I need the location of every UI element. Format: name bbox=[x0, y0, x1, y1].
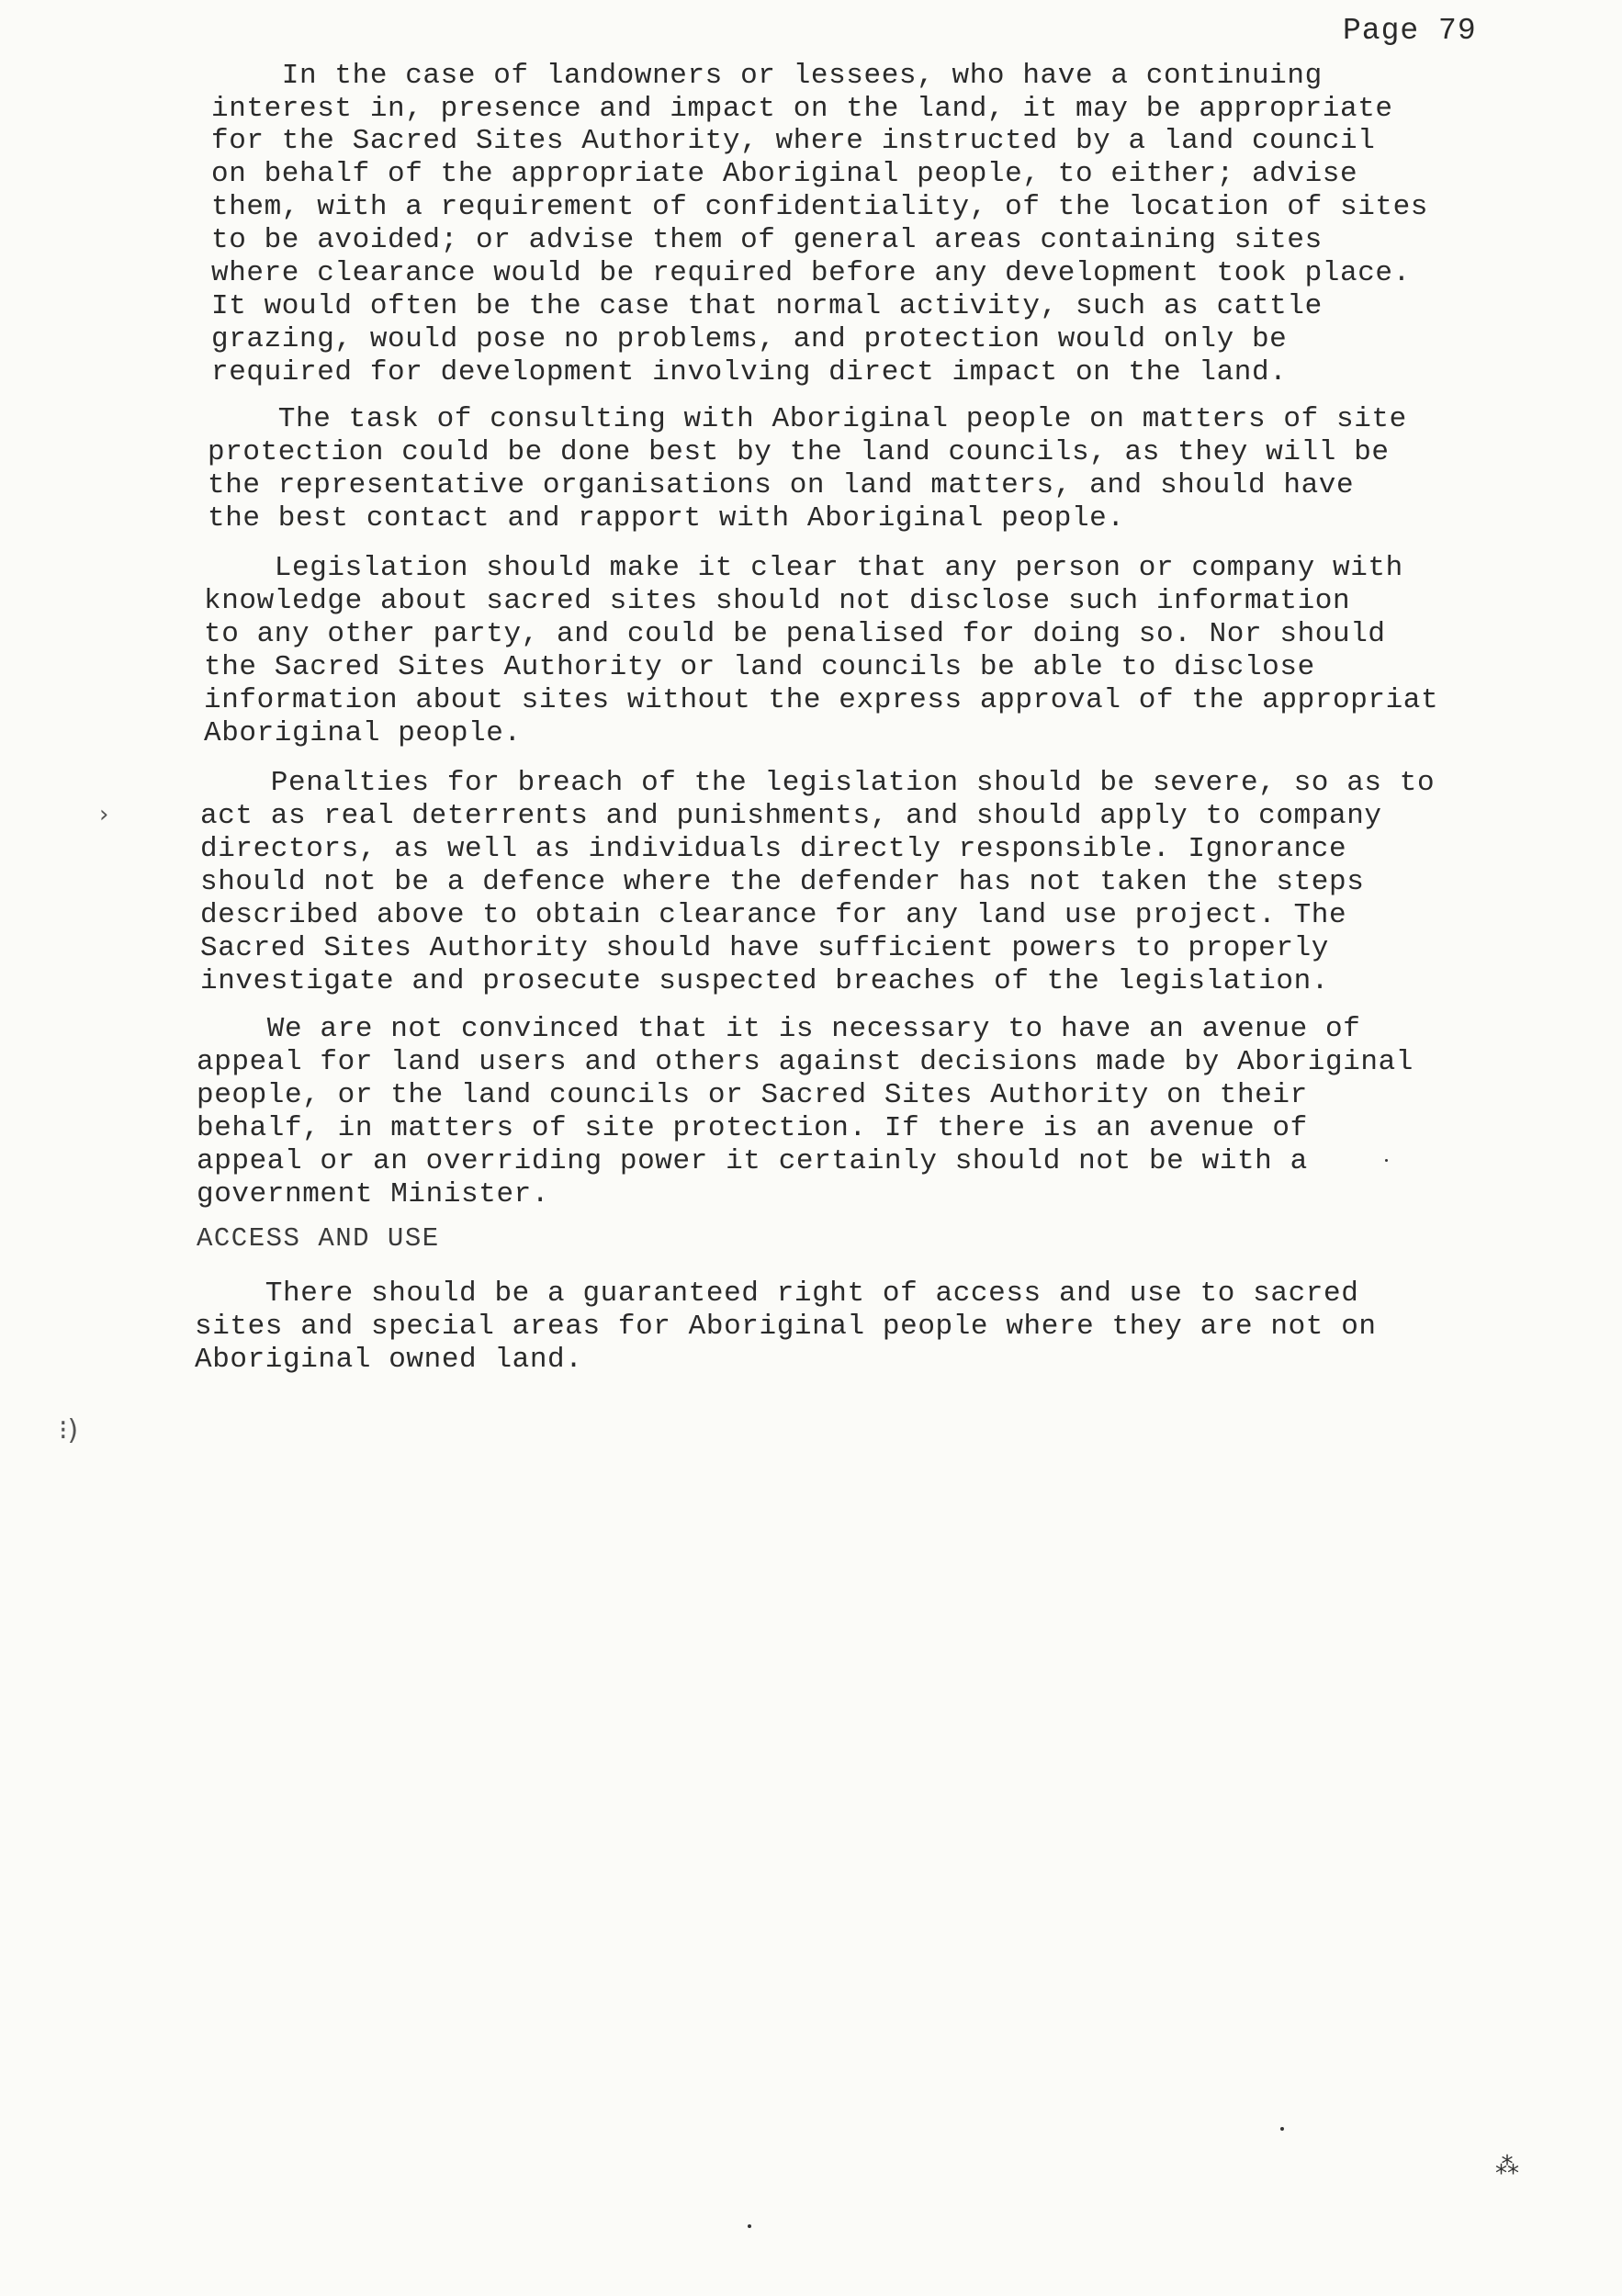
text-line: interest in, presence and impact on the land, it may be appropriate bbox=[211, 93, 1393, 125]
ink-speck bbox=[1280, 2127, 1284, 2131]
text-line: behalf, in matters of site protection. If there is an avenue of bbox=[197, 1112, 1308, 1144]
text-line: government Minister. bbox=[197, 1178, 550, 1210]
text-line: information about sites without the express approval of the appropriat bbox=[204, 684, 1439, 716]
text-line: to be avoided; or advise them of general areas containing sites bbox=[211, 224, 1323, 256]
text-line: to any other party, and could be penalised for doing so. Nor should bbox=[204, 618, 1386, 650]
text-line: them, with a requirement of confidentiality, of the location of sites bbox=[211, 191, 1429, 223]
text-line: grazing, would pose no problems, and protection would only be bbox=[211, 323, 1288, 355]
text-line: knowledge about sacred sites should not disclose such information bbox=[204, 585, 1351, 617]
text-line: directors, as well as individuals directly responsible. Ignorance bbox=[200, 833, 1347, 865]
hole-punch-mark: ⁝) bbox=[59, 1414, 79, 1446]
text-line: the best contact and rapport with Aboriginal people. bbox=[208, 502, 1125, 535]
text-line: the Sacred Sites Authority or land councils be able to disclose bbox=[204, 651, 1315, 683]
text-line: The task of consulting with Aboriginal people on matters of site bbox=[208, 403, 1407, 435]
ink-blot: ⁂ bbox=[1495, 2153, 1519, 2180]
ink-speck bbox=[1385, 1159, 1388, 1162]
text-line: Aboriginal people. bbox=[204, 717, 522, 749]
text-line: investigate and prosecute suspected breaches of the legislation. bbox=[200, 965, 1329, 997]
text-line: appeal for land users and others against decisions made by Aboriginal bbox=[197, 1046, 1414, 1078]
text-line: Aboriginal owned land. bbox=[195, 1344, 583, 1376]
text-line: It would often be the case that normal activity, such as cattle bbox=[211, 290, 1323, 322]
text-line: sites and special areas for Aboriginal people where they are not on bbox=[195, 1311, 1377, 1343]
text-line: Penalties for breach of the legislation should be severe, so as to bbox=[200, 767, 1436, 799]
section-heading: ACCESS AND USE bbox=[197, 1223, 440, 1254]
text-line: protection could be done best by the land councils, as they will be bbox=[208, 436, 1390, 468]
text-line: should not be a defence where the defender has not taken the steps bbox=[200, 866, 1365, 898]
text-line: where clearance would be required before any development took place. bbox=[211, 257, 1411, 289]
text-line: people, or the land councils or Sacred Sites Authority on their bbox=[197, 1079, 1308, 1111]
text-line: the representative organisations on land matters, and should have bbox=[208, 469, 1355, 501]
text-line: described above to obtain clearance for any land use project. The bbox=[200, 899, 1347, 931]
text-line: There should be a guaranteed right of access and use to sacred bbox=[195, 1277, 1359, 1310]
text-line: act as real deterrents and punishments, and should apply to company bbox=[200, 800, 1382, 832]
margin-mark: › bbox=[99, 801, 109, 828]
text-line: required for development involving direct impact on the land. bbox=[211, 356, 1288, 388]
text-line: on behalf of the appropriate Aboriginal people, to either; advise bbox=[211, 158, 1358, 190]
text-line: We are not convinced that it is necessary to have an avenue of bbox=[197, 1013, 1361, 1045]
text-line: In the case of landowners or lessees, who have a continuing bbox=[211, 60, 1323, 92]
page-number: Page 79 bbox=[1343, 14, 1477, 48]
text-line: Sacred Sites Authority should have sufficient powers to properly bbox=[200, 932, 1329, 964]
ink-speck bbox=[748, 2224, 751, 2228]
text-line: for the Sacred Sites Authority, where instructed by a land council bbox=[211, 125, 1376, 157]
text-line: appeal or an overriding power it certainly should not be with a bbox=[197, 1145, 1308, 1177]
text-line: Legislation should make it clear that any person or company with bbox=[204, 552, 1403, 584]
